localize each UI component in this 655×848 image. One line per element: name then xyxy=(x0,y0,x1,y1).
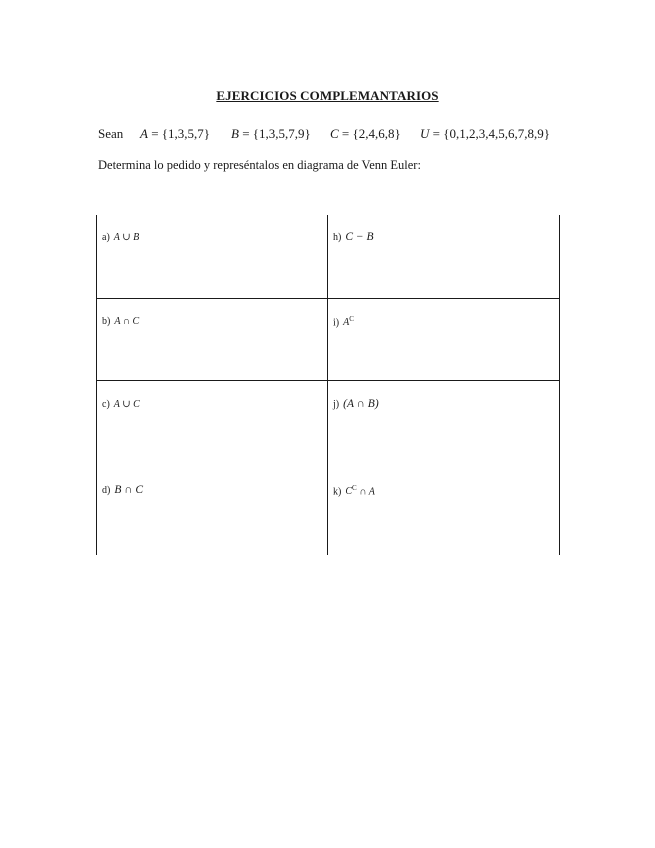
exercise-k-superscript: C xyxy=(352,484,357,492)
exercise-a xyxy=(102,232,139,243)
grid-row-divider-1 xyxy=(96,298,560,299)
exercise-h xyxy=(333,231,374,243)
exercise-i-letter: i) xyxy=(333,317,340,329)
exercise-a-expression: A ∪ B xyxy=(113,232,140,243)
set-u-value: {0,1,2,3,4,5,6,7,8,9} xyxy=(443,126,550,141)
set-a-name: A xyxy=(140,126,148,141)
exercise-c-letter: c) xyxy=(102,399,110,410)
exercise-i xyxy=(333,315,354,328)
exercise-b xyxy=(102,316,139,327)
set-u-eq: = xyxy=(429,126,444,141)
exercise-h-expression: C − B xyxy=(345,231,374,243)
exercise-k-tail: ∩ A xyxy=(356,486,375,498)
exercise-k-letter: k) xyxy=(333,486,342,498)
grid-right-border xyxy=(559,215,560,555)
exercise-i-expression: A xyxy=(343,317,350,329)
set-u-definition xyxy=(420,126,550,142)
sets-definition-line xyxy=(98,126,578,146)
set-c-eq: = xyxy=(338,126,353,141)
exercise-k xyxy=(333,484,375,497)
set-c-name: C xyxy=(330,126,339,141)
set-b-value: {1,3,5,7,9} xyxy=(252,126,311,141)
set-a-definition xyxy=(140,126,210,142)
grid-row-divider-2 xyxy=(96,380,560,381)
exercise-j-expression: (A ∩ B) xyxy=(343,398,379,410)
exercise-j xyxy=(333,398,379,410)
set-a-eq: = xyxy=(147,126,162,141)
exercise-i-superscript: C xyxy=(349,315,354,323)
grid-left-border xyxy=(96,215,97,555)
set-u-name: U xyxy=(420,126,430,141)
exercise-d xyxy=(102,484,143,496)
set-b-name: B xyxy=(231,126,239,141)
exercise-h-letter: h) xyxy=(333,232,342,243)
exercise-grid xyxy=(96,215,560,555)
exercise-d-letter: d) xyxy=(102,485,111,496)
set-a-value: {1,3,5,7} xyxy=(161,126,211,141)
exercise-j-letter: j) xyxy=(333,399,340,410)
grid-center-divider xyxy=(327,215,328,555)
exercise-a-letter: a) xyxy=(102,232,110,243)
exercise-c xyxy=(102,399,140,410)
document-title: EJERCICIOS COMPLEMANTARIOS xyxy=(216,88,439,103)
exercise-b-letter: b) xyxy=(102,316,111,327)
exercise-d-expression: B ∩ C xyxy=(114,484,144,496)
exercise-k-expression: C xyxy=(345,486,353,498)
set-b-eq: = xyxy=(238,126,253,141)
instruction-text: Determina lo pedido y represéntalos en diagrama de Venn Euler: xyxy=(98,158,421,172)
set-c-definition xyxy=(330,126,401,142)
set-c-value: {2,4,6,8} xyxy=(352,126,401,141)
exercise-b-expression: A ∩ C xyxy=(114,316,140,327)
set-b-definition xyxy=(231,126,311,142)
exercise-c-expression: A ∪ C xyxy=(113,399,140,410)
sets-lead-text: Sean xyxy=(98,126,124,141)
